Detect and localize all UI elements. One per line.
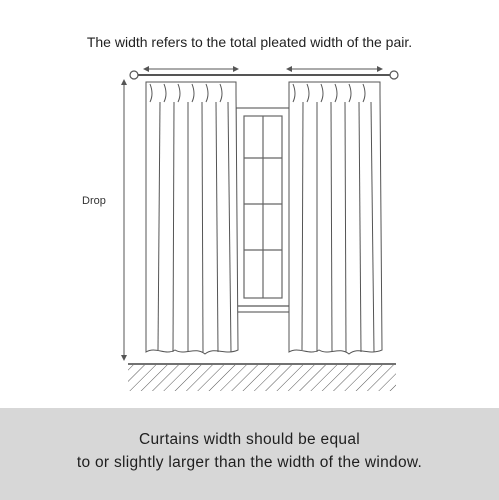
right-curtain-panel <box>289 82 382 354</box>
left-curtain-panel <box>146 82 238 354</box>
bottom-caption <box>0 428 499 474</box>
bottom-info-band <box>0 408 499 500</box>
drop-label: Drop <box>82 195 106 207</box>
bottom-caption-line-2: to or slightly larger than the width of the window. <box>76 454 423 471</box>
ground-hatch <box>128 364 396 391</box>
curtain-rod <box>130 71 398 79</box>
bottom-caption-line-1: Curtains width should be equal <box>139 431 360 448</box>
width-caption: The width refers to the total pleated width of the pair. <box>86 34 413 50</box>
window <box>232 108 294 312</box>
